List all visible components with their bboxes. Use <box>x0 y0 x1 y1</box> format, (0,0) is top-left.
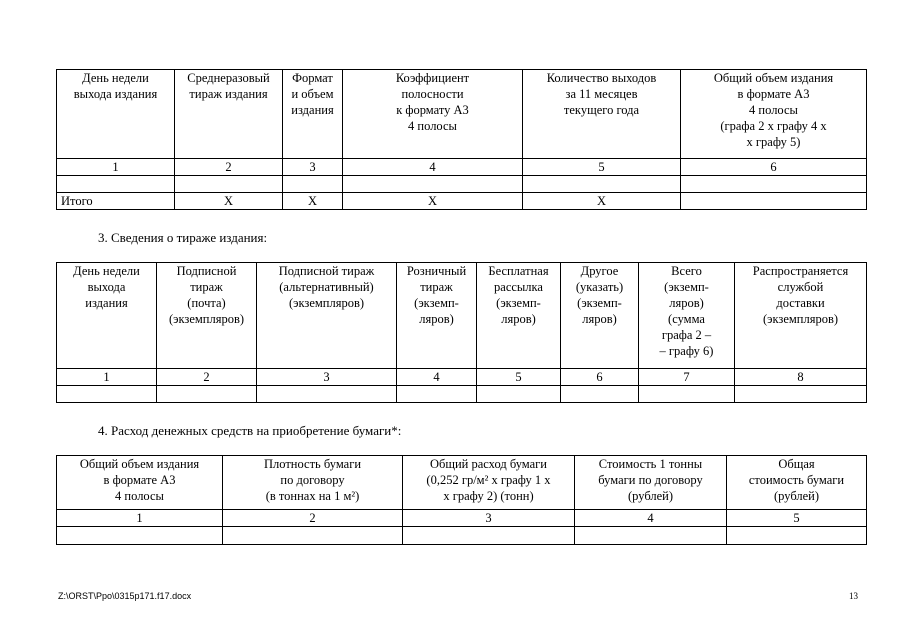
header-cell: Подписной тираж (почта) (экземпляров) <box>157 263 257 369</box>
empty-row <box>57 527 867 545</box>
table-paper-expense <box>56 455 867 545</box>
column-number: 1 <box>57 369 157 386</box>
empty-row <box>57 386 867 403</box>
column-number: 4 <box>397 369 477 386</box>
column-number-row <box>57 369 867 386</box>
empty-cell <box>523 176 681 193</box>
column-number: 5 <box>523 159 681 176</box>
column-number-row <box>57 159 867 176</box>
section-4-title: 4. Расход денежных средств на приобретение бумаги*: <box>98 423 402 438</box>
total-cell: X <box>175 193 283 210</box>
empty-cell <box>257 386 397 403</box>
column-number: 8 <box>735 369 867 386</box>
header-cell: Количество выходов за 11 месяцев текущего года <box>523 70 681 159</box>
total-cell: X <box>343 193 523 210</box>
empty-cell <box>735 386 867 403</box>
header-cell: Коэффициент полосности к формату А3 4 полосы <box>343 70 523 159</box>
table-header-row <box>57 263 867 369</box>
header-cell: Плотность бумаги по договору (в тоннах на 1 м²) <box>223 456 403 510</box>
column-number: 1 <box>57 159 175 176</box>
empty-cell <box>283 176 343 193</box>
table-publication-volume <box>56 69 867 210</box>
page-number: 13 <box>849 591 858 601</box>
total-cell <box>681 193 867 210</box>
header-cell: День недели выхода издания <box>57 70 175 159</box>
empty-cell <box>223 527 403 545</box>
empty-cell <box>403 527 575 545</box>
header-cell: Распространяется службой доставки (экземпляров) <box>735 263 867 369</box>
empty-cell <box>57 527 223 545</box>
header-cell: Формат и объем издания <box>283 70 343 159</box>
empty-cell <box>639 386 735 403</box>
column-number: 4 <box>575 510 727 527</box>
column-number: 3 <box>283 159 343 176</box>
empty-cell <box>175 176 283 193</box>
empty-cell <box>343 176 523 193</box>
column-number: 5 <box>727 510 867 527</box>
header-cell: Общий объем издания в формате А3 4 полосы (графа 2 х графу 4 х х графу 5) <box>681 70 867 159</box>
empty-cell <box>681 176 867 193</box>
table-header-row <box>57 70 867 159</box>
total-label: Итого <box>57 193 175 210</box>
empty-cell <box>57 176 175 193</box>
document-path: Z:\ORST\Ppo\0315p171.f17.docx <box>58 591 192 601</box>
empty-cell <box>57 386 157 403</box>
header-cell: Другое (указать) (экземп- ляров) <box>561 263 639 369</box>
empty-cell <box>397 386 477 403</box>
column-number: 6 <box>681 159 867 176</box>
header-cell: Общий объем издания в формате А3 4 полосы <box>57 456 223 510</box>
column-number: 3 <box>257 369 397 386</box>
column-number: 2 <box>157 369 257 386</box>
column-number: 6 <box>561 369 639 386</box>
header-cell: Общая стоимость бумаги (рублей) <box>727 456 867 510</box>
column-number: 5 <box>477 369 561 386</box>
empty-cell <box>157 386 257 403</box>
table-header-row <box>57 456 867 510</box>
header-cell: Бесплатная рассылка (экземп- ляров) <box>477 263 561 369</box>
header-cell: Среднеразовый тираж издания <box>175 70 283 159</box>
empty-row <box>57 176 867 193</box>
total-row <box>57 193 867 210</box>
column-number: 4 <box>343 159 523 176</box>
total-cell: X <box>283 193 343 210</box>
empty-cell <box>727 527 867 545</box>
section-3-title: 3. Сведения о тираже издания: <box>98 230 268 245</box>
column-number: 3 <box>403 510 575 527</box>
column-number: 2 <box>223 510 403 527</box>
column-number: 7 <box>639 369 735 386</box>
header-cell: Подписной тираж (альтернативный) (экземпляров) <box>257 263 397 369</box>
column-number: 1 <box>57 510 223 527</box>
header-cell: Розничный тираж (экземп- ляров) <box>397 263 477 369</box>
column-number: 2 <box>175 159 283 176</box>
header-cell: День недели выхода издания <box>57 263 157 369</box>
empty-cell <box>477 386 561 403</box>
header-cell: Всего (экземп- ляров) (сумма графа 2 – – графу 6) <box>639 263 735 369</box>
header-cell: Стоимость 1 тонны бумаги по договору (рублей) <box>575 456 727 510</box>
column-number-row <box>57 510 867 527</box>
table-circulation <box>56 262 867 403</box>
empty-cell <box>575 527 727 545</box>
total-cell: X <box>523 193 681 210</box>
header-cell: Общий расход бумаги (0,252 гр/м² х графу 1 х х графу 2) (тонн) <box>403 456 575 510</box>
empty-cell <box>561 386 639 403</box>
